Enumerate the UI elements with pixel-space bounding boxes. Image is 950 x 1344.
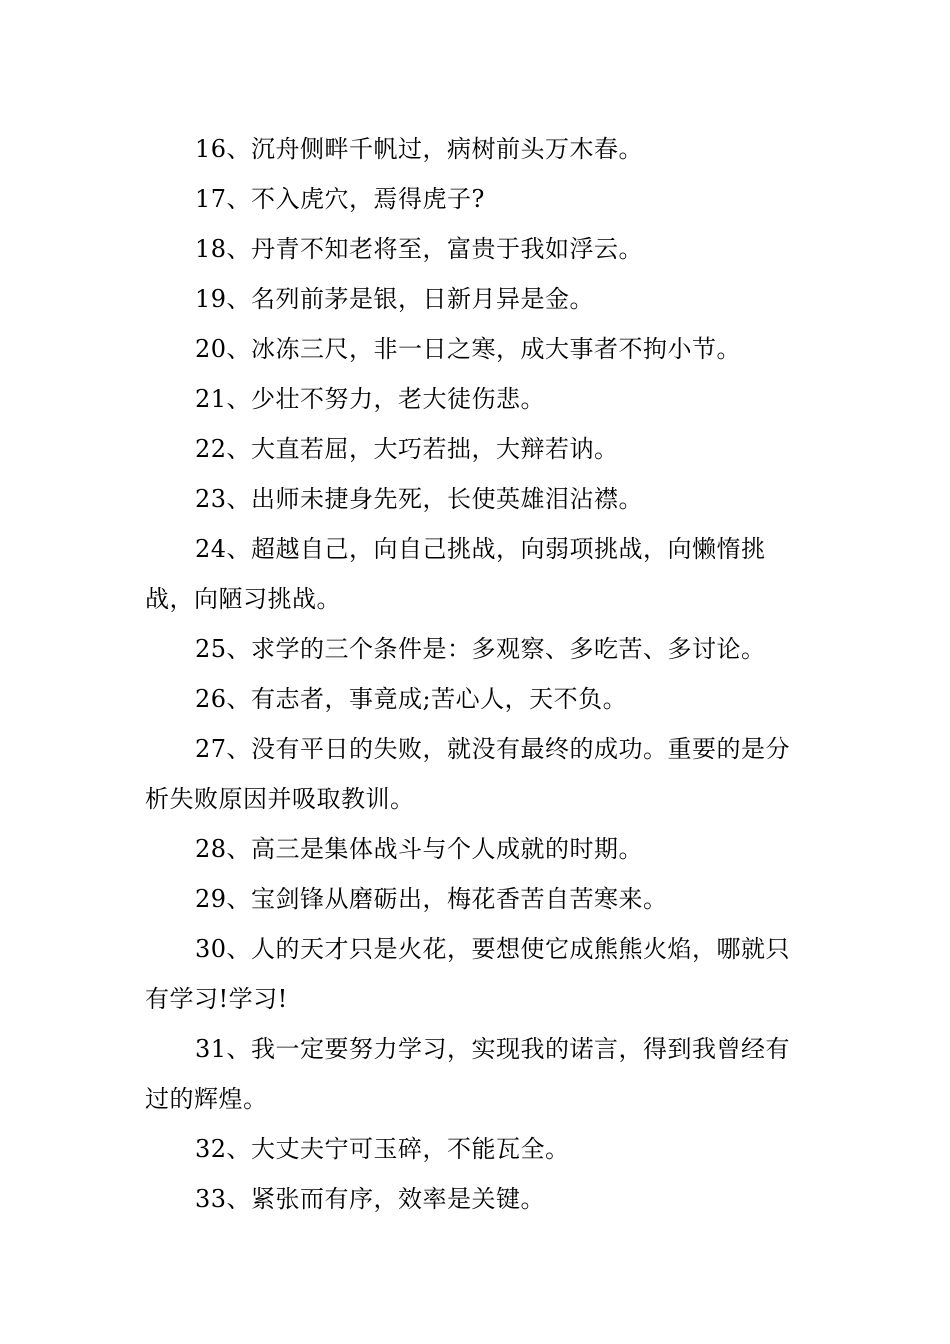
quote-21: 21、少壮不努力，老大徒伤悲。 bbox=[195, 385, 546, 413]
quote-33: 33、紧张而有序，效率是关键。 bbox=[195, 1185, 546, 1213]
quote-27: 27、没有平日的失败，就没有最终的成功。重要的是分析失败原因并吸取教训。 bbox=[145, 735, 791, 813]
quote-25: 25、求学的三个条件是：多观察、多吃苦、多讨论。 bbox=[195, 635, 766, 663]
quote-26: 26、有志者，事竟成;苦心人，天不负。 bbox=[195, 685, 628, 713]
quote-29: 29、宝剑锋从磨砺出，梅花香苦自苦寒来。 bbox=[195, 885, 668, 913]
quote-16: 16、沉舟侧畔千帆过，病树前头万木春。 bbox=[195, 135, 644, 163]
quote-20: 20、冰冻三尺，非一日之寒，成大事者不拘小节。 bbox=[195, 335, 742, 363]
quote-28: 28、高三是集体战斗与个人成就的时期。 bbox=[195, 835, 644, 863]
quote-22: 22、大直若屈，大巧若拙，大辩若讷。 bbox=[195, 435, 619, 463]
quote-31: 31、我一定要努力学习，实现我的诺言，得到我曾经有过的辉煌。 bbox=[145, 1035, 791, 1113]
document-body bbox=[145, 124, 810, 1224]
quote-24: 24、超越自己，向自己挑战，向弱项挑战，向懒惰挑战，向陋习挑战。 bbox=[145, 535, 766, 613]
quote-18: 18、丹青不知老将至，富贵于我如浮云。 bbox=[195, 235, 644, 263]
quote-30: 30、人的天才只是火花，要想使它成熊熊火焰，哪就只有学习!学习! bbox=[145, 935, 791, 1013]
quote-23: 23、出师未捷身先死，长使英雄泪沾襟。 bbox=[195, 485, 644, 513]
quote-17: 17、不入虎穴，焉得虎子? bbox=[195, 185, 485, 213]
quote-32: 32、大丈夫宁可玉碎，不能瓦全。 bbox=[195, 1135, 570, 1163]
quote-19: 19、名列前茅是银，日新月异是金。 bbox=[195, 285, 595, 313]
